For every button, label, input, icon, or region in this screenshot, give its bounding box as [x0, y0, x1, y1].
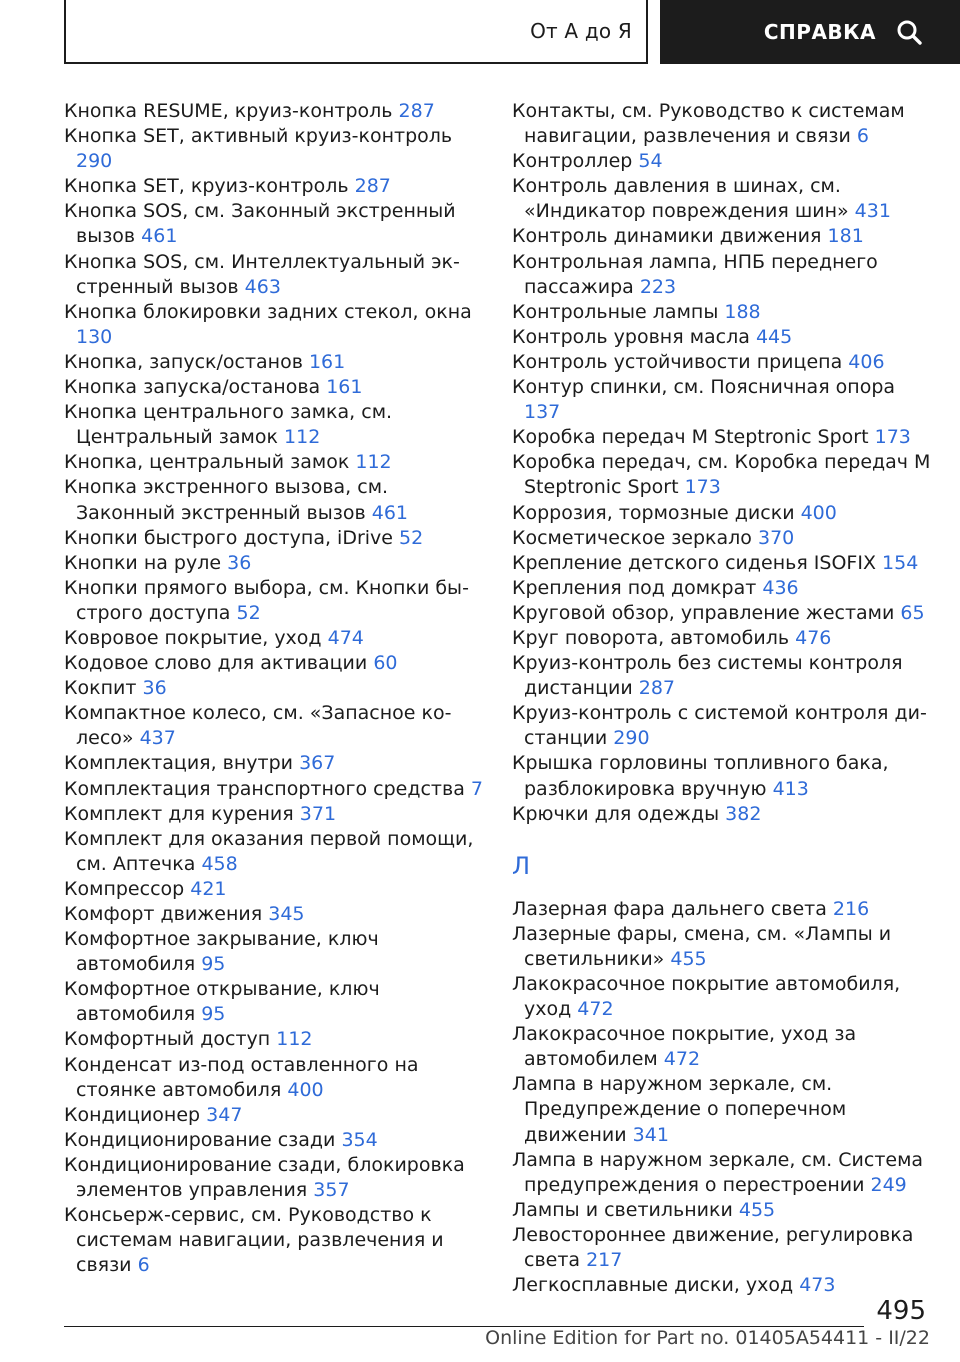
entry-text: Лакокрасочное покрытие автомобиля, уход	[512, 973, 901, 1021]
index-entry	[64, 802, 484, 827]
index-entry	[64, 400, 484, 450]
index-entry	[512, 1198, 932, 1223]
index-entry	[64, 174, 484, 199]
section-letter-l: Л	[512, 851, 531, 880]
page-link[interactable]: 413	[772, 777, 809, 800]
page-link[interactable]: 95	[201, 953, 226, 976]
page-link[interactable]: 354	[341, 1128, 378, 1151]
entry-text: Кнопка, центральный замок	[64, 451, 350, 474]
index-entry	[64, 1053, 484, 1103]
entry-text: Крепления под домкрат	[512, 576, 757, 599]
index-entry	[512, 551, 932, 576]
index-entry	[64, 350, 484, 375]
page-link[interactable]: 60	[373, 652, 398, 675]
entry-text: Кокпит	[64, 677, 137, 700]
page-link[interactable]: 445	[755, 325, 793, 348]
page-link[interactable]: 473	[799, 1274, 836, 1297]
index-entry	[512, 1148, 932, 1198]
page-link[interactable]: 287	[398, 100, 435, 122]
section-tab-label: От А до Я	[530, 19, 632, 43]
entry-text: Коробка передач M Steptronic Sport	[512, 426, 869, 449]
index-entry	[64, 877, 484, 902]
entry-text: Контроль динамики движения	[512, 225, 822, 248]
page-link[interactable]: 6	[856, 125, 869, 148]
index-entry	[64, 676, 484, 701]
entry-text: Круиз-контроль с системой контроля дистанции	[512, 702, 927, 750]
index-entry	[512, 576, 932, 601]
index-column-right	[512, 99, 932, 1298]
entry-text: Кнопки быстрого доступа, iDrive	[64, 526, 393, 549]
page-link[interactable]: 290	[76, 150, 113, 173]
page-link[interactable]: 455	[670, 947, 707, 970]
index-entry	[64, 902, 484, 927]
index-entry	[512, 1072, 932, 1147]
index-entry	[512, 174, 932, 224]
entry-text: Лакокрасочное покрытие, уход за автомобилем	[512, 1023, 857, 1071]
entry-text: Круг поворота, автомобиль	[512, 626, 790, 649]
entry-text: Лазерные фары, смена, см. «Лампы и светильники»	[512, 922, 892, 970]
index-entry	[512, 651, 932, 701]
entry-text: Кондиционирование сзади, блокировка элементов управления	[64, 1153, 465, 1202]
index-entry	[64, 250, 484, 300]
entry-text: Комфортное закрывание, ключ автомобиля	[64, 928, 379, 976]
page-link[interactable]: 36	[142, 677, 167, 700]
index-entry	[512, 897, 932, 922]
index-entry	[64, 300, 484, 350]
entry-text: Ковровое покрытие, уход	[64, 626, 322, 649]
entry-text: Крепление детского сиденья ISOFIX	[512, 551, 876, 574]
index-entry	[512, 300, 932, 325]
page-link[interactable]: 406	[848, 350, 885, 373]
index-entry	[512, 450, 932, 500]
page-link[interactable]: 287	[354, 175, 391, 198]
index-entry	[512, 99, 932, 149]
index-entry	[512, 501, 932, 526]
page-link[interactable]: 249	[870, 1173, 907, 1196]
index-entry	[512, 425, 932, 450]
page-link[interactable]: 52	[399, 526, 424, 549]
page-link[interactable]: 6	[137, 1254, 150, 1277]
entry-text: Кнопка, запуск/останов	[64, 350, 303, 373]
entry-text: Контур спинки, см. Поясничная опора	[512, 376, 896, 399]
entry-text: Кондиционирование сзади	[64, 1128, 336, 1151]
footer-edition: Online Edition for Part no. 01405A54411 - II/22	[485, 1327, 930, 1349]
page-link[interactable]: 287	[638, 677, 676, 700]
index-entry	[512, 250, 932, 300]
page-link[interactable]: 382	[725, 802, 762, 825]
index-entry	[512, 601, 932, 626]
page-link[interactable]: 36	[227, 551, 252, 574]
entry-text: Кнопки на руле	[64, 551, 222, 574]
page-link[interactable]: 161	[326, 376, 363, 399]
page-link[interactable]: 65	[900, 601, 925, 624]
index-entry	[64, 1203, 484, 1278]
page-link[interactable]: 95	[201, 1003, 226, 1026]
page-link[interactable]: 476	[795, 626, 832, 649]
page-link[interactable]: 52	[236, 601, 261, 624]
entry-text: Контроль давления в шинах, см. «Индикатор повреждения шин»	[512, 175, 849, 223]
page-link[interactable]: 345	[268, 903, 305, 925]
entry-text: Комплектация, внутри	[64, 752, 294, 775]
page-link[interactable]: 421	[190, 877, 227, 900]
index-entry	[64, 827, 484, 877]
page-link[interactable]: 400	[800, 501, 837, 524]
entry-text: Консьерж-сервис, см. Руководство к системам навигации, развлечения и связи	[64, 1204, 444, 1277]
entry-text: Крючки для одежды	[512, 802, 720, 825]
index-entry	[64, 375, 484, 400]
entry-text: Лампа в наружном зеркале, см. Система предупреждения о перестроении	[512, 1148, 924, 1196]
index-entry	[512, 224, 932, 249]
entry-text: Контакты, см. Руководство к системам навигации, развлечения и связи	[512, 100, 905, 148]
entry-text: Крышка горловины топливного бака, разблокировка вручную	[512, 752, 889, 800]
index-entry	[64, 576, 484, 626]
page-link[interactable]: 357	[313, 1179, 350, 1202]
index-entry	[512, 526, 932, 551]
entry-text: Коробка передач, см. Коробка передач M Steptronic Sport	[512, 451, 931, 499]
page-link[interactable]: 347	[206, 1103, 243, 1126]
entry-text: Кодовое слово для активации	[64, 652, 368, 675]
index-entry	[512, 1273, 932, 1298]
page-link[interactable]: 188	[724, 300, 761, 323]
entry-text: Контроль уровня масла	[512, 325, 750, 348]
page-number: 495	[876, 1296, 926, 1326]
page-link[interactable]: 173	[684, 476, 721, 499]
entry-text: Кнопка SOS, см. Интеллектуальный экстренный вызов	[64, 250, 460, 298]
page-link[interactable]: 130	[76, 325, 113, 348]
entry-text: Кнопка SOS, см. Законный экстренный вызов	[64, 200, 456, 248]
index-entry	[64, 927, 484, 977]
index-entry	[64, 777, 484, 802]
entry-text: Комфорт движения	[64, 903, 263, 925]
page-link[interactable]: 173	[874, 426, 911, 449]
page-link[interactable]: 137	[524, 401, 561, 424]
entry-text: Контрольные лампы	[512, 300, 719, 323]
index-entry	[512, 149, 932, 174]
entry-text: Кнопка запуска/останова	[64, 376, 321, 399]
entry-text: Конденсат из-под оставленного на стоянке автомобиля	[64, 1053, 419, 1101]
entry-text: Контроллер	[512, 150, 633, 173]
index-entry	[64, 1103, 484, 1128]
index-entry	[64, 701, 484, 751]
index-entry	[64, 1153, 484, 1203]
page-link[interactable]: 341	[632, 1123, 669, 1146]
page-link[interactable]: 461	[371, 501, 408, 524]
entry-text: Кнопка SET, круиз-контроль	[64, 175, 349, 198]
index-entry	[512, 375, 932, 425]
index-entry	[64, 626, 484, 651]
page-link[interactable]: 112	[276, 1028, 313, 1051]
index-entry	[512, 922, 932, 972]
index-entry	[64, 199, 484, 249]
index-entry	[64, 526, 484, 551]
entry-text: Косметическое зеркало	[512, 526, 752, 549]
page-link[interactable]: 431	[854, 200, 891, 223]
reference-tab[interactable]	[660, 0, 960, 64]
page-link[interactable]: 371	[299, 802, 337, 825]
entry-text: Комплектация транспортного средства	[64, 777, 465, 800]
index-column-left	[64, 99, 484, 1278]
index-entry	[64, 1027, 484, 1052]
index-entry	[64, 751, 484, 776]
index-entry	[512, 701, 932, 751]
page-link[interactable]: 472	[577, 998, 614, 1021]
index-entry	[64, 124, 484, 174]
search-icon[interactable]	[896, 19, 922, 45]
page-link[interactable]: 400	[287, 1078, 324, 1101]
page-link[interactable]: 370	[757, 526, 795, 549]
entry-text: Коррозия, тормозные диски	[512, 501, 795, 524]
index-entry	[512, 802, 932, 827]
page-link[interactable]: 455	[738, 1198, 776, 1221]
page-link[interactable]: 181	[827, 225, 864, 248]
index-entry	[512, 325, 932, 350]
entry-text: Контроль устойчивости прицепа	[512, 350, 843, 373]
entry-text: Лампа в наружном зеркале, см. Предупреждение о поперечном движении	[512, 1073, 847, 1146]
entry-text: Лазерная фара дальнего света	[512, 897, 827, 920]
entry-text: Комплект для курения	[64, 802, 294, 825]
index-entry	[512, 751, 932, 801]
entry-text: Круговой обзор, управление жестами	[512, 601, 895, 624]
entry-text: Комфортное открывание, ключ автомобиля	[64, 978, 380, 1026]
page-link[interactable]: 367	[299, 752, 336, 775]
index-entry	[64, 977, 484, 1027]
page-link[interactable]: 223	[639, 275, 677, 298]
page-link[interactable]: 154	[882, 551, 919, 574]
entry-text: Компрессор	[64, 877, 185, 900]
entry-text: Левостороннее движение, регулировка света	[512, 1223, 914, 1272]
page-link[interactable]: 217	[586, 1249, 623, 1272]
entry-text: Кнопка блокировки задних стекол, окна	[64, 300, 472, 323]
page-link[interactable]: 216	[832, 897, 870, 920]
index-entry	[64, 551, 484, 576]
page-link[interactable]: 7	[470, 777, 483, 800]
entry-text: Лампы и светильники	[512, 1198, 733, 1221]
page-link[interactable]: 112	[355, 451, 392, 474]
index-entry	[512, 1022, 932, 1072]
entry-text: Кнопка экстренного вызова, см. Законный экстренный вызов	[64, 476, 389, 524]
entry-text: Кнопка RESUME, круиз-контроль	[64, 100, 393, 122]
index-entry	[64, 651, 484, 676]
entry-text: Компактное колесо, см. «Запасное колесо»	[64, 702, 452, 750]
index-entry	[512, 350, 932, 375]
index-entry	[512, 972, 932, 1022]
page-link[interactable]: 290	[613, 727, 650, 750]
page-link[interactable]: 161	[308, 350, 346, 373]
page-link[interactable]: 112	[284, 426, 321, 449]
entry-text: Кнопка SET, активный круиз-контроль	[64, 125, 453, 148]
index-entry	[64, 99, 484, 124]
entry-text: Комплект для оказания первой помощи, см. Аптечка	[64, 827, 474, 875]
entry-text: Кондиционер	[64, 1103, 201, 1126]
section-tab[interactable]	[64, 0, 648, 64]
index-entry	[64, 1128, 484, 1153]
index-entry	[64, 450, 484, 475]
page-link[interactable]: 463	[244, 275, 281, 298]
page-link[interactable]: 458	[201, 852, 238, 875]
page-link[interactable]: 436	[762, 576, 799, 599]
entry-text: Кнопки прямого выбора, см. Кнопки быстрого доступа	[64, 576, 469, 624]
page-link[interactable]: 474	[327, 626, 364, 649]
page-link[interactable]: 54	[638, 150, 663, 173]
index-entry	[512, 626, 932, 651]
entry-text: Круиз-контроль без системы контроля дистанции	[512, 652, 903, 700]
entry-text: Легкосплавные диски, уход	[512, 1274, 794, 1297]
entry-text: Комфортный доступ	[64, 1028, 271, 1051]
index-entry	[64, 475, 484, 525]
page-link[interactable]: 461	[141, 225, 178, 248]
page-link[interactable]: 472	[663, 1048, 701, 1071]
page-link[interactable]: 437	[139, 727, 176, 750]
entry-text: Кнопка центрального замка, см. Центральный замок	[64, 401, 393, 449]
entry-text: Контрольная лампа, НПБ переднего пассажира	[512, 250, 878, 298]
index-entry	[512, 1223, 932, 1273]
reference-tab-label: СПРАВКА	[763, 20, 876, 44]
